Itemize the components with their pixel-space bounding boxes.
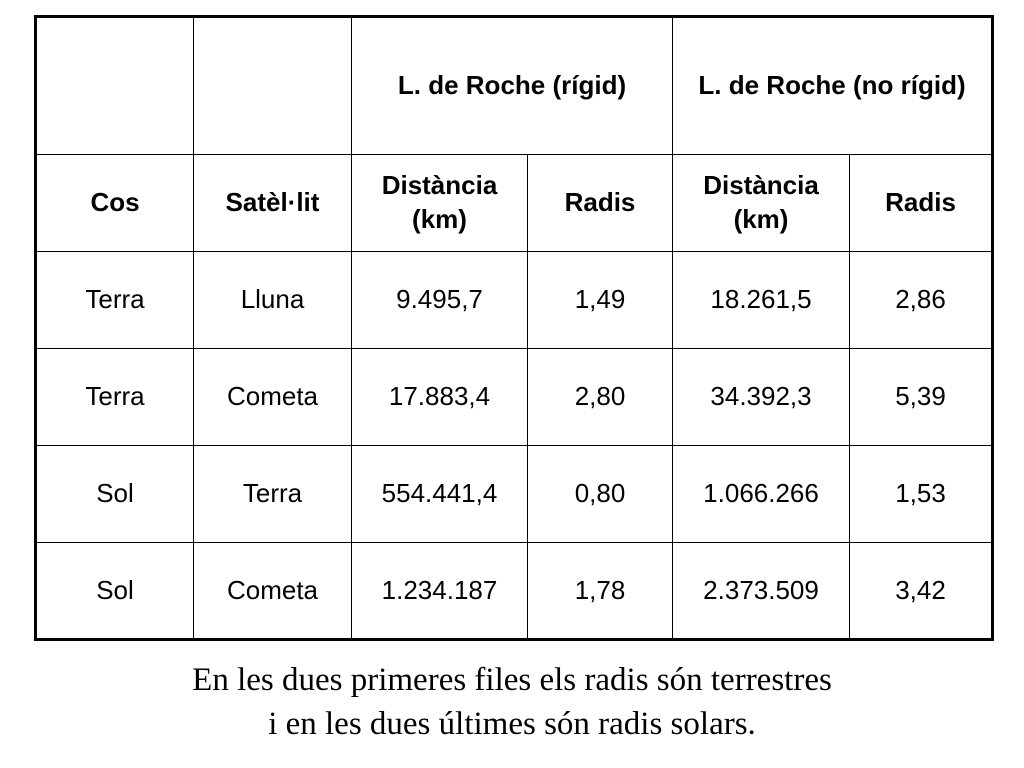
roche-limit-table	[34, 15, 994, 641]
cell-satellit: Lluna	[194, 252, 352, 349]
cell-cos: Terra	[36, 349, 194, 446]
header-satellit: Satèl·lit	[194, 155, 352, 252]
header-empty-cell	[194, 17, 352, 155]
cell-dist-nonrigid: 34.392,3	[673, 349, 850, 446]
cell-radis-nonrigid: 1,53	[850, 446, 993, 543]
header-radis-nonrigid: Radis	[850, 155, 993, 252]
cell-dist-nonrigid: 1.066.266	[673, 446, 850, 543]
cell-satellit: Cometa	[194, 543, 352, 640]
cell-dist-rigid: 17.883,4	[352, 349, 528, 446]
cell-dist-nonrigid: 18.261,5	[673, 252, 850, 349]
cell-dist-rigid: 1.234.187	[352, 543, 528, 640]
cell-satellit: Cometa	[194, 349, 352, 446]
table-row	[36, 543, 993, 640]
table-row	[36, 252, 993, 349]
cell-radis-nonrigid: 3,42	[850, 543, 993, 640]
header-radis-rigid: Radis	[528, 155, 673, 252]
header-roche-rigid: L. de Roche (rígid)	[352, 17, 673, 155]
table-row	[36, 349, 993, 446]
cell-dist-nonrigid: 2.373.509	[673, 543, 850, 640]
cell-radis-rigid: 1,78	[528, 543, 673, 640]
cell-radis-rigid: 0,80	[528, 446, 673, 543]
cell-dist-rigid: 554.441,4	[352, 446, 528, 543]
caption-line-2: i en les dues últimes són radis solars.	[268, 706, 756, 742]
caption-line-1: En les dues primeres files els radis són terrestres	[192, 662, 832, 698]
table-header-group-row	[36, 17, 993, 155]
caption	[0, 658, 1024, 746]
header-empty-cell	[36, 17, 194, 155]
cell-cos: Terra	[36, 252, 194, 349]
cell-cos: Sol	[36, 543, 194, 640]
header-distancia-nonrigid: Distància (km)	[673, 155, 850, 252]
table-header-row	[36, 155, 993, 252]
table-row	[36, 446, 993, 543]
header-cos: Cos	[36, 155, 194, 252]
header-distancia-rigid: Distància (km)	[352, 155, 528, 252]
cell-radis-nonrigid: 2,86	[850, 252, 993, 349]
cell-dist-rigid: 9.495,7	[352, 252, 528, 349]
cell-radis-rigid: 1,49	[528, 252, 673, 349]
cell-radis-nonrigid: 5,39	[850, 349, 993, 446]
header-roche-nonrigid: L. de Roche (no rígid)	[673, 17, 993, 155]
cell-cos: Sol	[36, 446, 194, 543]
cell-satellit: Terra	[194, 446, 352, 543]
cell-radis-rigid: 2,80	[528, 349, 673, 446]
